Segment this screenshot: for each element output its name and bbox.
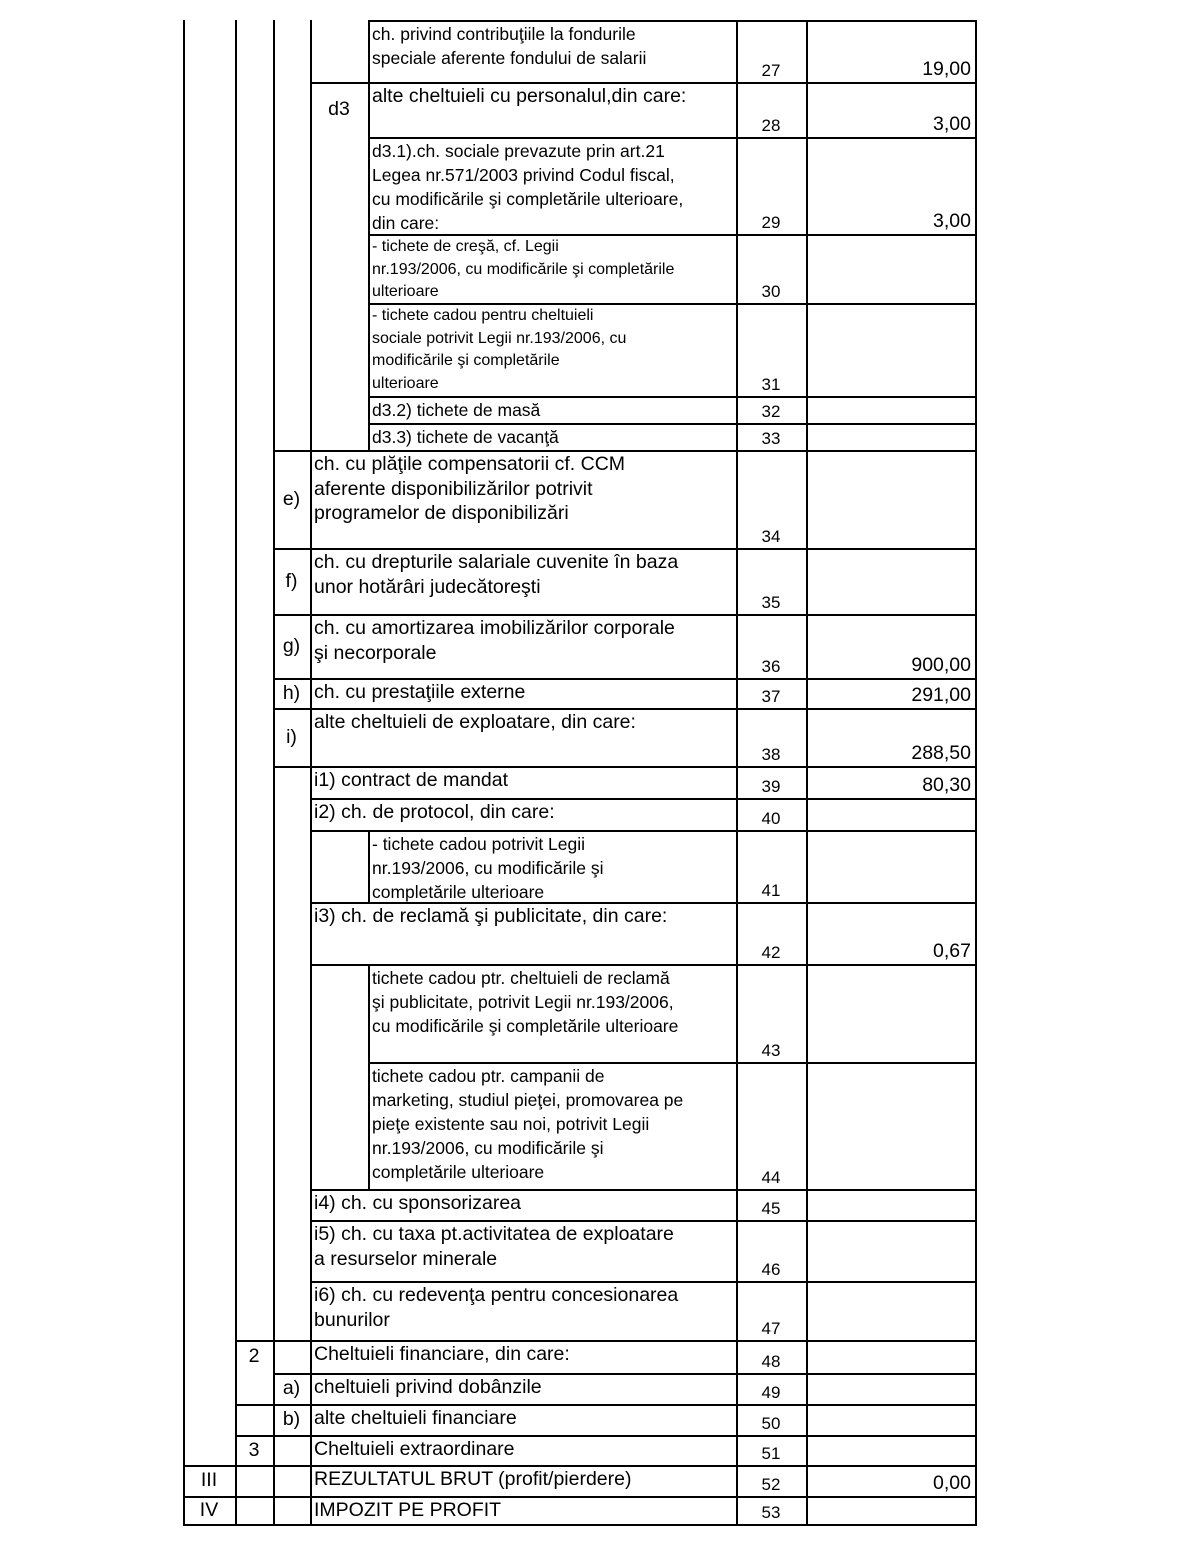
row-number: 50 [761,1414,781,1433]
row-number: 53 [761,1503,781,1522]
row-label: i) [286,725,297,748]
row-number: 40 [761,809,781,828]
grid-line [273,766,977,768]
row-text: - tichete de creşă, cf. Legii nr.193/2006, cu modificările şi completările ulterioare [372,238,675,300]
row-number: 37 [761,687,781,706]
row-number: 45 [761,1199,781,1218]
grid-line [806,20,808,1526]
row-value [806,964,975,1062]
row-number: 31 [761,375,781,394]
grid-line [368,1062,977,1064]
row-number: 28 [761,116,781,135]
row-text: - tichete cadou potrivit Legii nr.193/2006, cu modificările şi completările ulterioare [372,834,604,902]
grid-line [310,798,977,800]
grid-line [273,450,977,452]
row-value [806,1189,975,1220]
row-label: IV [199,1498,219,1521]
row-number: 42 [761,943,781,962]
row-label: III [200,1469,218,1491]
row-number: 32 [761,402,781,421]
row-number: 51 [761,1444,781,1463]
row-text: d3.3) tichete de vacanţă [372,427,559,447]
row-text: i4) ch. cu sponsorizarea [314,1192,522,1214]
grid-line [368,964,370,1191]
grid-line [310,964,977,966]
row-value [806,798,975,830]
grid-line [368,396,977,398]
grid-line [310,830,977,832]
row-value [806,1062,975,1189]
row-text: i2) ch. de protocol, din care: [314,801,555,823]
grid-line [273,678,977,680]
row-text: alte cheltuieli cu personalul,din care: [372,85,687,107]
grid-line [310,1220,977,1222]
row-label: a) [282,1377,301,1399]
row-value: 80,30 [922,774,971,796]
row-text: tichete cadou ptr. cheltuieli de reclamă şi publicitate, potrivit Legii nr.193/2006, cu modificările şi completările ulterioare [372,968,679,1036]
row-value: 900,00 [911,654,971,676]
row-text: ch. cu drepturile salariale cuvenite în baza unor hotărâri judecătoreşti [314,551,679,598]
row-text: alte cheltuieli de exploatare, din care: [314,711,636,733]
row-text: - tichete cadou pentru cheltuieli sociale potrivit Legii nr.193/2006, cu modificările şi completările ulterioare [372,307,627,392]
row-number: 39 [761,777,781,796]
row-label: g) [282,634,301,657]
row-value: 19,00 [922,58,971,80]
grid-line [183,1524,977,1526]
grid-line [310,1281,977,1283]
row-text: i5) ch. cu taxa pt.activitatea de exploatare a resurselor minerale [314,1223,674,1270]
row-number: 38 [761,745,781,764]
grid-line [235,1404,977,1406]
grid-line [183,20,185,1526]
row-value [806,303,975,396]
row-text: ch. cu prestaţiile externe [314,681,526,703]
row-number: 29 [761,213,781,232]
row-label: 3 [248,1438,260,1461]
row-text: Cheltuieli extraordinare [314,1438,515,1460]
row-number: 49 [761,1383,781,1402]
grid-line [368,830,370,904]
row-value: 288,50 [911,742,971,764]
grid-line [975,20,977,1526]
row-value [806,1373,975,1404]
row-value [806,396,975,423]
row-value [806,548,975,614]
row-text: i1) contract de mandat [314,769,509,791]
row-number: 44 [761,1168,781,1187]
row-label: h) [282,681,301,704]
row-label: b) [282,1408,301,1430]
row-text: tichete cadou ptr. campanii de marketing, studiul pieţei, promovarea pe pieţe existente sau noi, potrivit Legii nr.193/2006, cu modificările şi completările ulterioare [372,1066,684,1182]
row-text: ch. privind contribuţiile la fondurile speciale aferente fondului de salarii [372,24,647,68]
row-label: d3 [328,98,350,120]
grid-line [183,1465,977,1467]
grid-line [368,303,977,305]
grid-line [368,423,977,425]
grid-line [310,1189,977,1191]
grid-line [273,20,275,1526]
row-value [806,1496,975,1524]
grid-line [368,20,977,22]
row-value [806,423,975,450]
row-label: e) [282,487,301,510]
grid-line [273,708,977,710]
row-number: 46 [761,1260,781,1279]
row-text: ch. cu amortizarea imobilizărilor corporale şi necorporale [314,617,675,664]
row-number: 33 [761,429,781,448]
grid-line [273,548,977,550]
row-text: Cheltuieli financiare, din care: [314,1343,570,1365]
row-value: 3,00 [933,113,971,135]
grid-line [183,1496,977,1498]
grid-line [368,137,977,139]
row-number: 43 [761,1041,781,1060]
row-text: d3.1).ch. sociale prevazute prin art.21 Legea nr.571/2003 privind Codul fiscal, cu modificările şi completările ulterioare, din care: [372,141,684,233]
row-number: 30 [761,282,781,301]
row-number: 52 [761,1475,781,1494]
row-value: 0,00 [933,1472,971,1494]
row-value [806,1404,975,1435]
grid-line [368,234,977,236]
row-text: cheltuieli privind dobânzile [314,1376,542,1398]
row-label: f) [285,569,298,592]
row-value [806,1435,975,1465]
grid-line [273,614,977,616]
row-text: IMPOZIT PE PROFIT [314,1499,502,1521]
grid-line [310,82,977,84]
grid-line [235,1435,977,1437]
row-value [806,830,975,902]
row-text: REZULTATUL BRUT (profit/pierdere) [314,1468,632,1490]
row-text: i3) ch. de reclamă şi publicitate, din care: [314,905,668,927]
grid-line [273,1373,977,1375]
row-text: alte cheltuieli financiare [314,1407,517,1429]
row-number: 35 [761,593,781,612]
row-value [806,450,975,548]
grid-line [310,902,977,904]
row-value [806,1220,975,1281]
row-value [806,234,975,303]
row-number: 36 [761,657,781,676]
row-number: 27 [761,61,781,80]
row-value: 0,67 [933,940,971,962]
row-value [806,1281,975,1340]
row-value [806,1340,975,1373]
row-value: 291,00 [911,684,971,706]
row-label: 2 [248,1345,260,1367]
grid-line [310,20,312,1526]
row-number: 48 [761,1352,781,1371]
row-text: d3.2) tichete de masă [372,400,541,420]
grid-line [235,1340,977,1342]
row-number: 34 [761,527,781,546]
row-text: i6) ch. cu redevenţa pentru concesionarea bunurilor [314,1284,679,1331]
grid-line [368,20,370,452]
row-text: ch. cu plăţile compensatorii cf. CCM aferente disponibilizărilor potrivit programelor de disponibilizări [314,453,626,524]
row-value: 3,00 [933,210,971,232]
row-number: 47 [761,1319,781,1338]
grid-line [736,20,738,1526]
row-number: 41 [761,881,781,900]
grid-line [235,20,237,1526]
